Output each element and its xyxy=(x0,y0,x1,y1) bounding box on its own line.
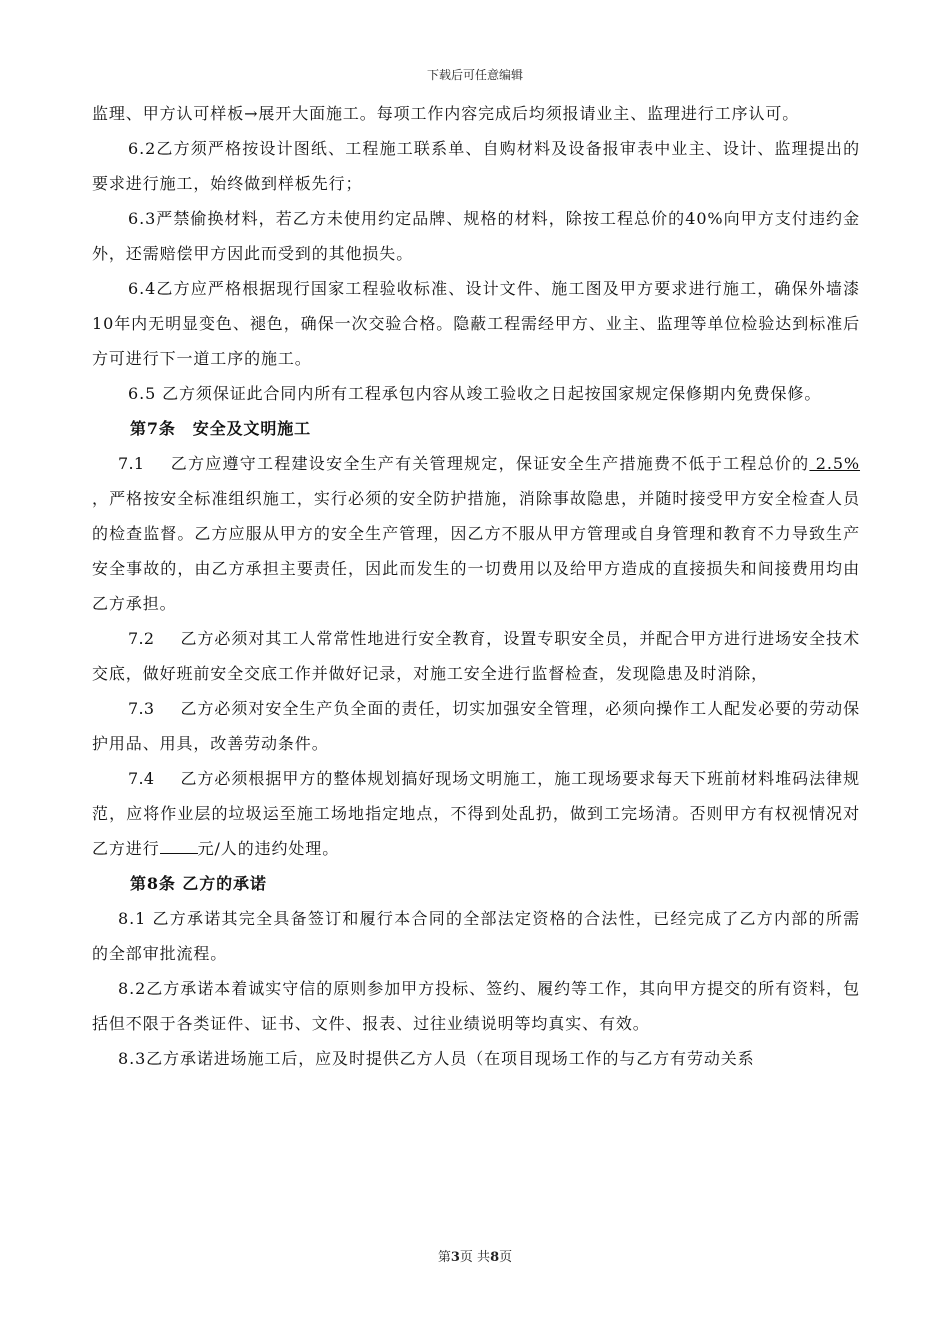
clause-6-5: 6.5 乙方须保证此合同内所有工程承包内容从竣工验收之日起按国家规定保修期内免费保修。 xyxy=(128,384,822,403)
clause-7-1 xyxy=(92,446,860,621)
footer-text: 页 xyxy=(499,1250,513,1265)
section-heading-7: 第7条 安全及文明施工 xyxy=(130,419,312,438)
safety-fee-percentage: 2.5% xyxy=(809,454,861,473)
clause-text: 乙方应遵守工程建设安全生产有关管理规定，保证安全生产措施费不低于工程总价的 xyxy=(170,454,810,473)
clause-text: ，严格按安全标准组织施工，实行必须的安全防护措施，消除事故隐患，并随时接受甲方安全检查人员的检查监督。乙方应服从甲方的安全生产管理，因乙方不服从甲方管理或自身管理和教育不力导致生产安全事故的，由乙方承担主要责任，因此而发生的一切费用以及给甲方造成的直接损失和间接费用均由乙方承担。 xyxy=(92,489,860,613)
clause-number: 7.4 xyxy=(128,769,155,788)
clause-text: 乙方必须根据甲方的整体规划搞好现场文明施工，施工现场要求每天下班前材料堆码法律规范，应将作业层的垃圾运至施工场地指定地点，不得到处乱扔，做到工完场清。否则甲方有权视情况对乙方进行 xyxy=(92,769,860,858)
clause-text: 元/人的违约处理。 xyxy=(197,839,340,858)
clause-6-4: 6.4乙方应严格根据现行国家工程验收标准、设计文件、施工图及甲方要求进行施工，确保外墙漆10年内无明显变色、褪色，确保一次交验合格。隐蔽工程需经甲方、业主、监理等单位检验达到标准后方可进行下一道工序的施工。 xyxy=(92,279,860,368)
clause-7-3 xyxy=(92,691,860,761)
header-note: 下载后可任意编辑 xyxy=(426,68,523,82)
penalty-amount-blank xyxy=(160,839,198,854)
clause-number: 7.2 xyxy=(128,629,155,648)
clause-8-3: 8.3乙方承诺进场施工后，应及时提供乙方人员（在项目现场工作的与乙方有劳动关系 xyxy=(118,1049,755,1068)
clause-number: 7.3 xyxy=(128,699,155,718)
clause-6-3: 6.3严禁偷换材料，若乙方未使用约定品牌、规格的材料，除按工程总价的40%向甲方支付违约金外，还需赔偿甲方因此而受到的其他损失。 xyxy=(92,209,860,263)
document-body xyxy=(92,96,860,1076)
clause-7-4 xyxy=(92,761,860,866)
total-page-count: 8 xyxy=(490,1250,500,1265)
section-heading-8: 第8条 乙方的承诺 xyxy=(130,874,267,893)
clause-number: 7.1 xyxy=(118,454,145,473)
clause-text: 乙方必须对其工人常常性地进行安全教育，设置专职安全员，并配合甲方进行进场安全技术交底，做好班前安全交底工作并做好记录，对施工安全进行监督检查，发现隐患及时消除， xyxy=(92,629,860,683)
current-page-number: 3 xyxy=(450,1250,460,1265)
paragraph-intro: 监理、甲方认可样板→展开大面施工。每项工作内容完成后均须报请业主、监理进行工序认可。 xyxy=(92,104,800,123)
clause-8-1: 8.1 乙方承诺其完全具备签订和履行本合同的全部法定资格的合法性，已经完成了乙方内部的所需的全部审批流程。 xyxy=(92,909,860,963)
clause-7-2 xyxy=(92,621,860,691)
footer-text: 页 共 xyxy=(459,1250,491,1265)
clause-6-2: 6.2乙方须严格按设计图纸、工程施工联系单、自购材料及设备报审表中业主、设计、监理提出的要求进行施工，始终做到样板先行； xyxy=(92,139,860,193)
clause-text: 乙方必须对安全生产负全面的责任，切实加强安全管理，必须向操作工人配发必要的劳动保护用品、用具，改善劳动条件。 xyxy=(92,699,860,753)
page-footer xyxy=(0,1246,950,1265)
clause-8-2: 8.2乙方承诺本着诚实守信的原则参加甲方投标、签约、履约等工作，其向甲方提交的所有资料，包括但不限于各类证件、证书、文件、报表、过往业绩说明等均真实、有效。 xyxy=(92,979,860,1033)
footer-text: 第 xyxy=(437,1250,451,1265)
